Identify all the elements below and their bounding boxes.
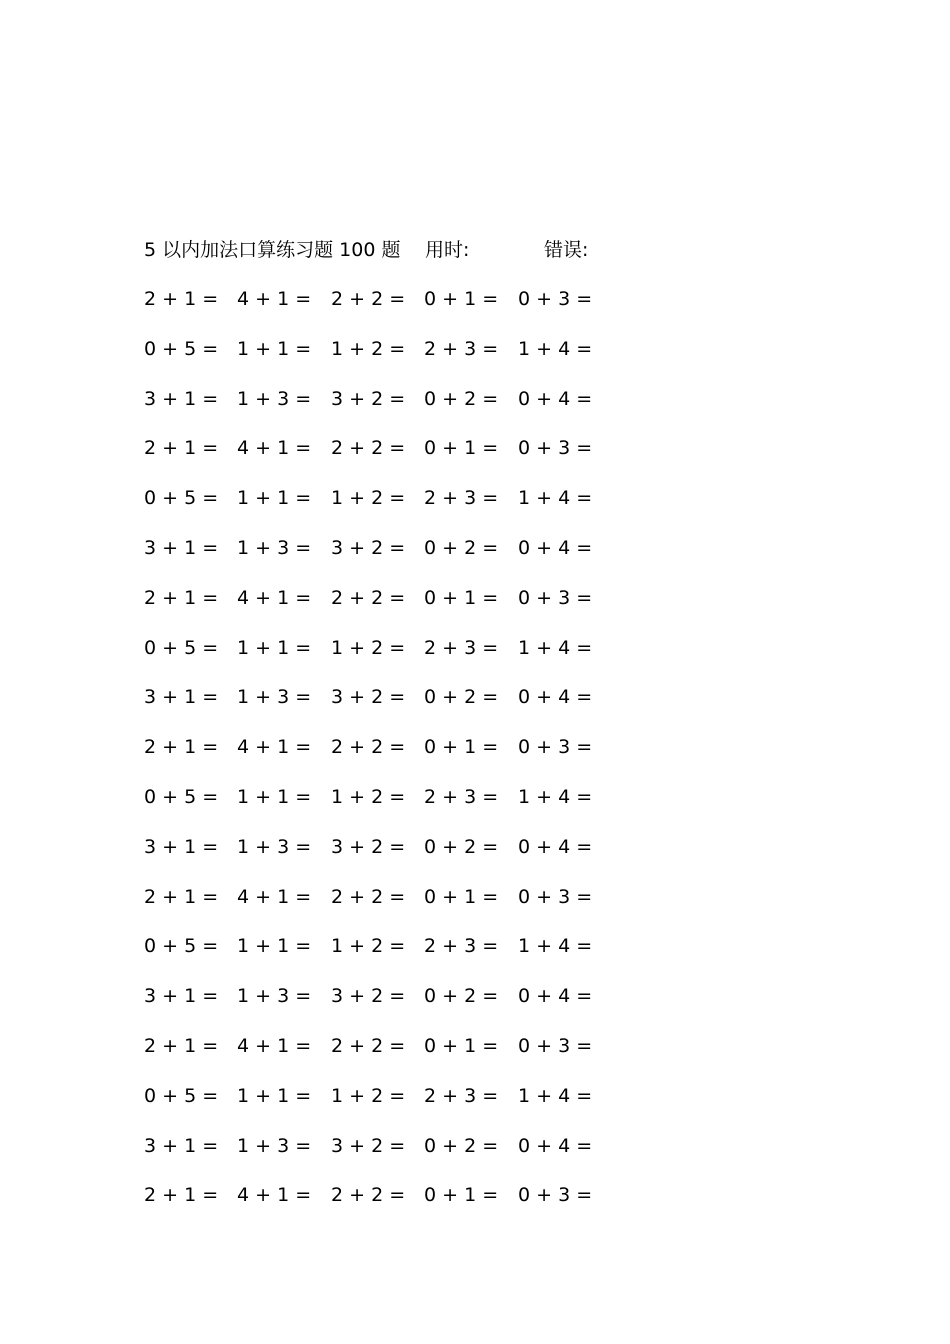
problem-item: 0 + 4 =	[518, 835, 593, 858]
problem-item: 0 + 5 =	[144, 337, 219, 360]
problem-item: 1 + 4 =	[518, 337, 593, 360]
problem-row	[144, 883, 624, 933]
problem-item: 2 + 3 =	[424, 487, 499, 510]
worksheet-header	[144, 236, 624, 264]
problem-item: 3 + 1 =	[144, 686, 219, 709]
problem-item: 2 + 3 =	[424, 636, 499, 659]
problem-item: 1 + 3 =	[237, 835, 312, 858]
problem-item: 2 + 2 =	[331, 288, 406, 310]
problem-row	[144, 285, 624, 335]
problem-item: 0 + 1 =	[424, 1184, 499, 1207]
problem-item: 1 + 2 =	[331, 935, 406, 958]
problem-item: 1 + 4 =	[518, 935, 593, 958]
problem-item: 4 + 1 =	[237, 1184, 312, 1207]
problem-row	[144, 783, 624, 833]
problem-item: 2 + 2 =	[331, 885, 406, 908]
problem-item: 0 + 2 =	[424, 387, 499, 410]
problem-item: 2 + 1 =	[144, 437, 219, 460]
problem-row	[144, 1181, 624, 1231]
problem-item: 3 + 2 =	[331, 985, 406, 1008]
error-count-label: 错误:	[544, 239, 589, 261]
time-used-label: 用时:	[425, 239, 470, 261]
problem-item: 1 + 4 =	[518, 636, 593, 659]
problem-row	[144, 982, 624, 1032]
problem-item: 0 + 2 =	[424, 835, 499, 858]
problem-item: 0 + 5 =	[144, 487, 219, 510]
problem-item: 0 + 1 =	[424, 437, 499, 460]
problem-row	[144, 385, 624, 435]
problem-item: 4 + 1 =	[237, 885, 312, 908]
problem-item: 2 + 3 =	[424, 1084, 499, 1107]
problem-item: 2 + 1 =	[144, 1034, 219, 1057]
problem-item: 1 + 1 =	[237, 636, 312, 659]
problem-item: 2 + 2 =	[331, 1034, 406, 1057]
problem-item: 4 + 1 =	[237, 288, 312, 310]
problem-item: 0 + 1 =	[424, 1034, 499, 1057]
problem-item: 0 + 3 =	[518, 736, 593, 759]
problem-item: 1 + 1 =	[237, 487, 312, 510]
problem-item: 0 + 3 =	[518, 437, 593, 460]
problem-item: 0 + 3 =	[518, 586, 593, 609]
problem-row	[144, 683, 624, 733]
problem-item: 1 + 2 =	[331, 636, 406, 659]
problem-row	[144, 932, 624, 982]
problem-item: 0 + 4 =	[518, 536, 593, 559]
problem-item: 0 + 1 =	[424, 736, 499, 759]
problem-item: 2 + 1 =	[144, 586, 219, 609]
problem-item: 1 + 2 =	[331, 1084, 406, 1107]
problem-item: 0 + 1 =	[424, 885, 499, 908]
problem-item: 1 + 4 =	[518, 1084, 593, 1107]
problem-item: 3 + 1 =	[144, 387, 219, 410]
problem-item: 2 + 2 =	[331, 1184, 406, 1207]
problem-item: 2 + 1 =	[144, 288, 219, 310]
problem-item: 0 + 3 =	[518, 288, 593, 310]
problem-item: 1 + 1 =	[237, 935, 312, 958]
problem-row	[144, 634, 624, 684]
problem-item: 3 + 1 =	[144, 536, 219, 559]
problem-item: 0 + 2 =	[424, 1134, 499, 1157]
problem-item: 0 + 2 =	[424, 686, 499, 709]
problem-item: 0 + 2 =	[424, 985, 499, 1008]
problem-row	[144, 1032, 624, 1082]
problem-item: 1 + 2 =	[331, 337, 406, 360]
problem-item: 1 + 3 =	[237, 1134, 312, 1157]
problem-item: 1 + 1 =	[237, 785, 312, 808]
problem-item: 2 + 3 =	[424, 337, 499, 360]
problem-item: 0 + 4 =	[518, 1134, 593, 1157]
problem-item: 1 + 4 =	[518, 487, 593, 510]
problem-item: 1 + 3 =	[237, 686, 312, 709]
problem-item: 2 + 1 =	[144, 885, 219, 908]
problem-item: 0 + 3 =	[518, 1034, 593, 1057]
problem-item: 0 + 3 =	[518, 1184, 593, 1207]
problem-item: 3 + 1 =	[144, 985, 219, 1008]
problem-grid	[144, 285, 624, 1231]
problem-item: 2 + 1 =	[144, 1184, 219, 1207]
problem-item: 3 + 2 =	[331, 835, 406, 858]
problem-row	[144, 484, 624, 534]
problem-item: 1 + 3 =	[237, 536, 312, 559]
problem-item: 0 + 4 =	[518, 387, 593, 410]
problem-item: 0 + 1 =	[424, 288, 499, 310]
problem-row	[144, 335, 624, 385]
problem-item: 3 + 2 =	[331, 686, 406, 709]
problem-row	[144, 833, 624, 883]
problem-item: 0 + 5 =	[144, 1084, 219, 1107]
problem-item: 4 + 1 =	[237, 437, 312, 460]
problem-item: 3 + 1 =	[144, 1134, 219, 1157]
worksheet-title: 5 以内加法口算练习题 100 题	[144, 239, 401, 261]
problem-row	[144, 1082, 624, 1132]
problem-item: 2 + 3 =	[424, 785, 499, 808]
problem-item: 0 + 5 =	[144, 785, 219, 808]
problem-item: 3 + 1 =	[144, 835, 219, 858]
problem-item: 0 + 3 =	[518, 885, 593, 908]
problem-item: 2 + 2 =	[331, 736, 406, 759]
problem-item: 1 + 2 =	[331, 487, 406, 510]
problem-item: 0 + 5 =	[144, 636, 219, 659]
problem-item: 2 + 3 =	[424, 935, 499, 958]
problem-item: 3 + 2 =	[331, 1134, 406, 1157]
problem-item: 0 + 4 =	[518, 985, 593, 1008]
problem-item: 0 + 4 =	[518, 686, 593, 709]
problem-item: 1 + 3 =	[237, 387, 312, 410]
problem-item: 1 + 2 =	[331, 785, 406, 808]
problem-item: 1 + 1 =	[237, 337, 312, 360]
problem-row	[144, 434, 624, 484]
problem-row	[144, 733, 624, 783]
problem-item: 1 + 3 =	[237, 985, 312, 1008]
problem-item: 1 + 4 =	[518, 785, 593, 808]
problem-item: 0 + 2 =	[424, 536, 499, 559]
problem-item: 3 + 2 =	[331, 536, 406, 559]
problem-item: 0 + 1 =	[424, 586, 499, 609]
problem-item: 4 + 1 =	[237, 586, 312, 609]
problem-row	[144, 534, 624, 584]
problem-item: 0 + 5 =	[144, 935, 219, 958]
problem-item: 4 + 1 =	[237, 1034, 312, 1057]
problem-item: 2 + 2 =	[331, 586, 406, 609]
problem-item: 2 + 2 =	[331, 437, 406, 460]
problem-item: 1 + 1 =	[237, 1084, 312, 1107]
problem-row	[144, 1132, 624, 1182]
problem-item: 3 + 2 =	[331, 387, 406, 410]
problem-item: 4 + 1 =	[237, 736, 312, 759]
problem-item: 2 + 1 =	[144, 736, 219, 759]
problem-row	[144, 584, 624, 634]
